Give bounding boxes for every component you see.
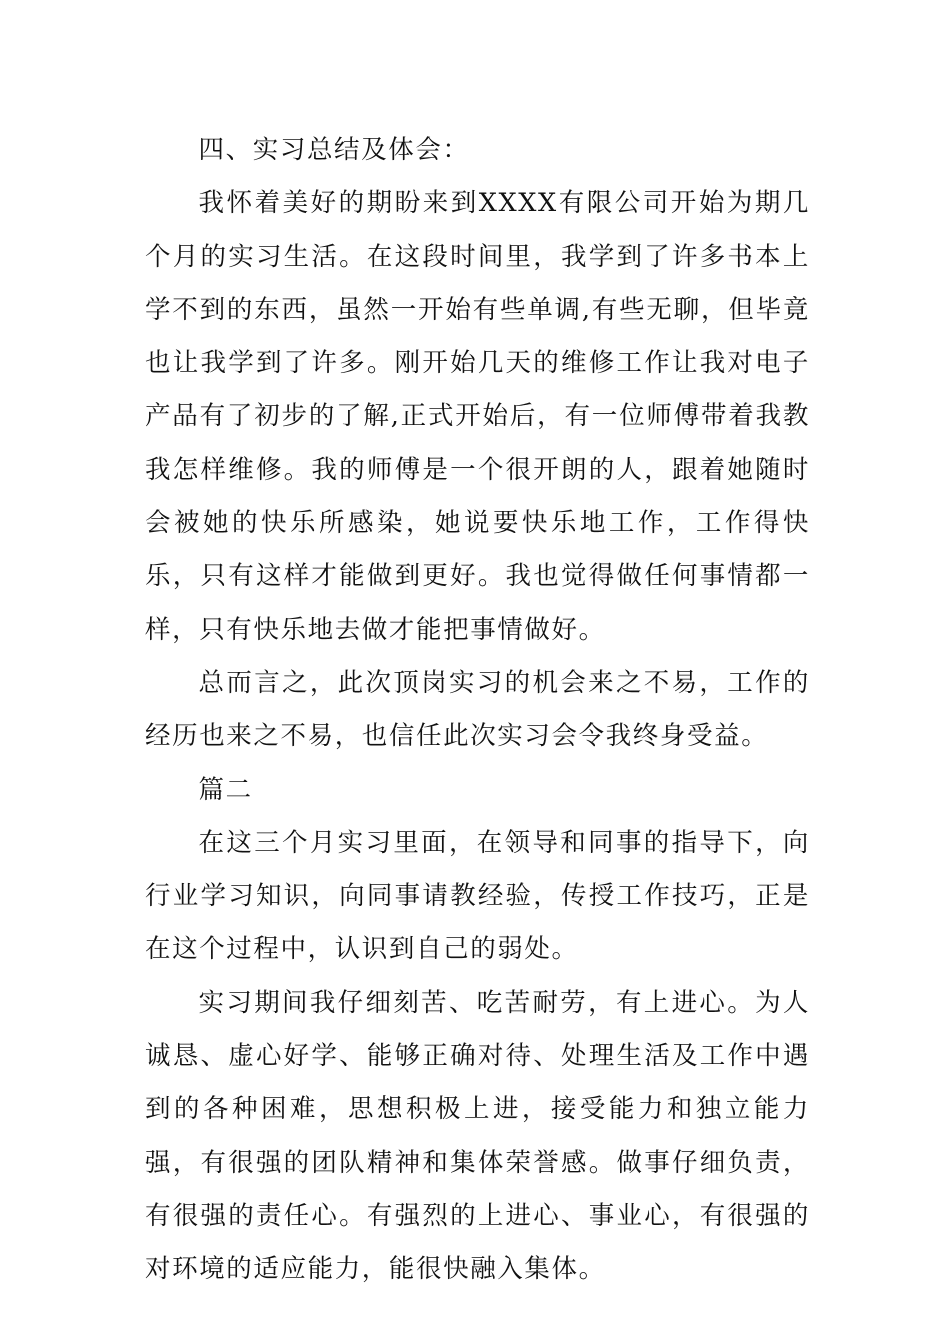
paragraph-conclusion: 总而言之，此次顶岗实习的机会来之不易，工作的经历也来之不易，也信任此次实习会令我终身受益。	[145, 667, 810, 752]
section-heading-part-two: 篇二	[198, 774, 253, 805]
section-heading-summary: 四、实习总结及体会：	[198, 135, 470, 165]
paragraph-internship-experience: 我怀着美好的期盼来到XXXX有限公司开始为期几个月的实习生活。在这段时间里，我学到了许多书本上学不到的东西，虽然一开始有些单调,有些无聊，但毕竟也让我学到了许多。刚开始几天的维修工作让我对电子产品有了初步的了解,正式开始后，有一位师傅带着我教我怎样维修。我的师傅是一个很开朗的人，跟着她随时会被她的快乐所感染，她说要快乐地工作，工作得快乐，只有这样才能做到更好。我也觉得做任何事情都一样，只有快乐地去做才能把事情做好。	[145, 188, 810, 645]
paragraph-self-evaluation: 实习期间我仔细刻苦、吃苦耐劳，有上进心。为人诚恳、虚心好学、能够正确对待、处理生活及工作中遇到的各种困难，思想积极上进，接受能力和独立能力强，有很强的团队精神和集体荣誉感。做事仔细负责，有很强的责任心。有强烈的上进心、事业心，有很强的对环境的适应能力，能很快融入集体。	[145, 987, 810, 1285]
paragraph-three-months: 在这三个月实习里面，在领导和同事的指导下，向行业学习知识，向同事请教经验，传授工作技巧，正是在这个过程中，认识到自己的弱处。	[145, 827, 810, 965]
document-body	[145, 124, 810, 1297]
